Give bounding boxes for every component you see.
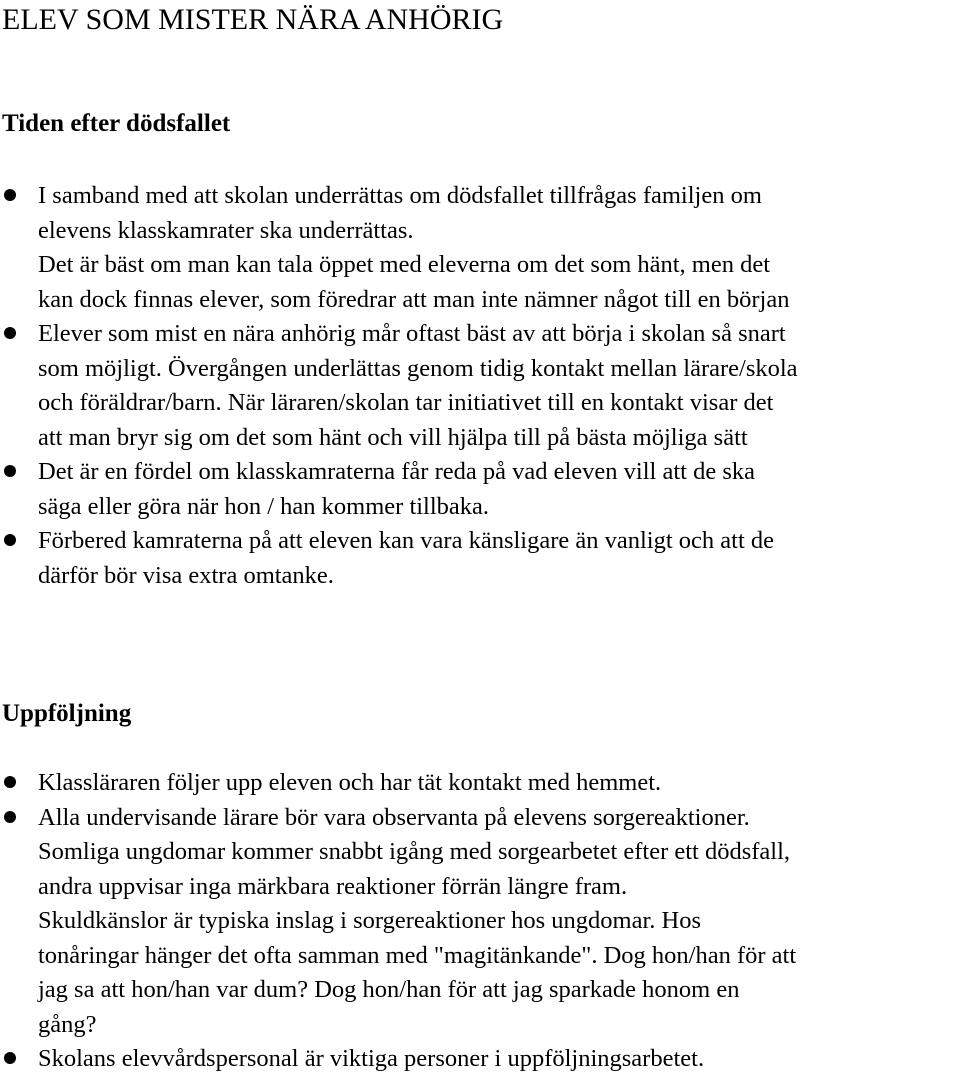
list-item-text-line: Elever som mist en nära anhörig mår oftast bäst av att börja i skolan så snart — [38, 320, 786, 347]
list-item — [0, 179, 960, 317]
list-item-text-line: Det är en fördel om klasskamraterna får reda på vad eleven vill att de ska — [38, 458, 755, 485]
list-item-text-line: andra uppvisar inga märkbara reaktioner förrän längre fram. — [38, 872, 628, 900]
list-item-text-line: som möjligt. Övergången underlättas genom tidig kontakt mellan lärare/skola — [38, 354, 798, 382]
page-title: ELEV SOM MISTER NÄRA ANHÖRIG — [2, 3, 504, 36]
list-item — [0, 766, 960, 801]
list-item-text-line: därför bör visa extra omtanke. — [38, 561, 334, 589]
list-item-text-line: Klassläraren följer upp eleven och har tät kontakt med hemmet. — [38, 769, 662, 796]
bullet-list-tiden-efter-dodsfallet — [0, 179, 960, 593]
list-item — [0, 455, 960, 524]
list-item — [0, 801, 960, 1043]
list-item-text-line: Somliga ungdomar kommer snabbt igång med sorgearbetet efter ett dödsfall, — [38, 838, 791, 865]
list-item-text-line: att man bryr sig om det som hänt och vill hjälpa till på bästa möjliga sätt — [38, 423, 748, 451]
list-item-text-line: Det är bäst om man kan tala öppet med eleverna om det som hänt, men det — [38, 251, 771, 278]
list-item-text-line: Skuldkänslor är typiska inslag i sorgereaktioner hos ungdomar. Hos — [38, 907, 701, 934]
list-item-text-line: I samband med att skolan underrättas om dödsfallet tillfrågas familjen om — [38, 182, 762, 209]
bullet-list-uppfoljning — [0, 766, 960, 1077]
list-item-text-line: elevens klasskamrater ska underrättas. — [38, 216, 414, 244]
list-item-text-line: Skolans elevvårdspersonal är viktiga personer i uppföljningsarbetet. — [38, 1045, 705, 1072]
list-item-text-line: säga eller göra när hon / han kommer tillbaka. — [38, 492, 490, 520]
list-item-text-line: kan dock finnas elever, som föredrar att man inte nämner något till en början — [38, 285, 790, 313]
list-item — [0, 317, 960, 455]
list-item — [0, 524, 960, 593]
section-heading-uppfoljning: Uppföljning — [2, 700, 132, 727]
list-item-text-line: Förbered kamraterna på att eleven kan vara känsligare än vanligt och att de — [38, 527, 775, 554]
list-item-text-line: gång? — [38, 1010, 97, 1038]
list-item-text-line: jag sa att hon/han var dum? Dog hon/han för att jag sparkade honom en — [38, 976, 740, 1003]
list-item-text-line: och föräldrar/barn. När läraren/skolan tar initiativet till en kontakt visar det — [38, 389, 774, 416]
section-heading-tiden-efter-dodsfallet: Tiden efter dödsfallet — [2, 110, 231, 137]
list-item-text-line: Alla undervisande lärare bör vara observanta på elevens sorgereaktioner. — [38, 803, 750, 831]
list-item — [0, 1042, 960, 1077]
list-item-text-line: tonåringar hänger det ofta samman med "magitänkande". Dog hon/han för att — [38, 941, 797, 969]
